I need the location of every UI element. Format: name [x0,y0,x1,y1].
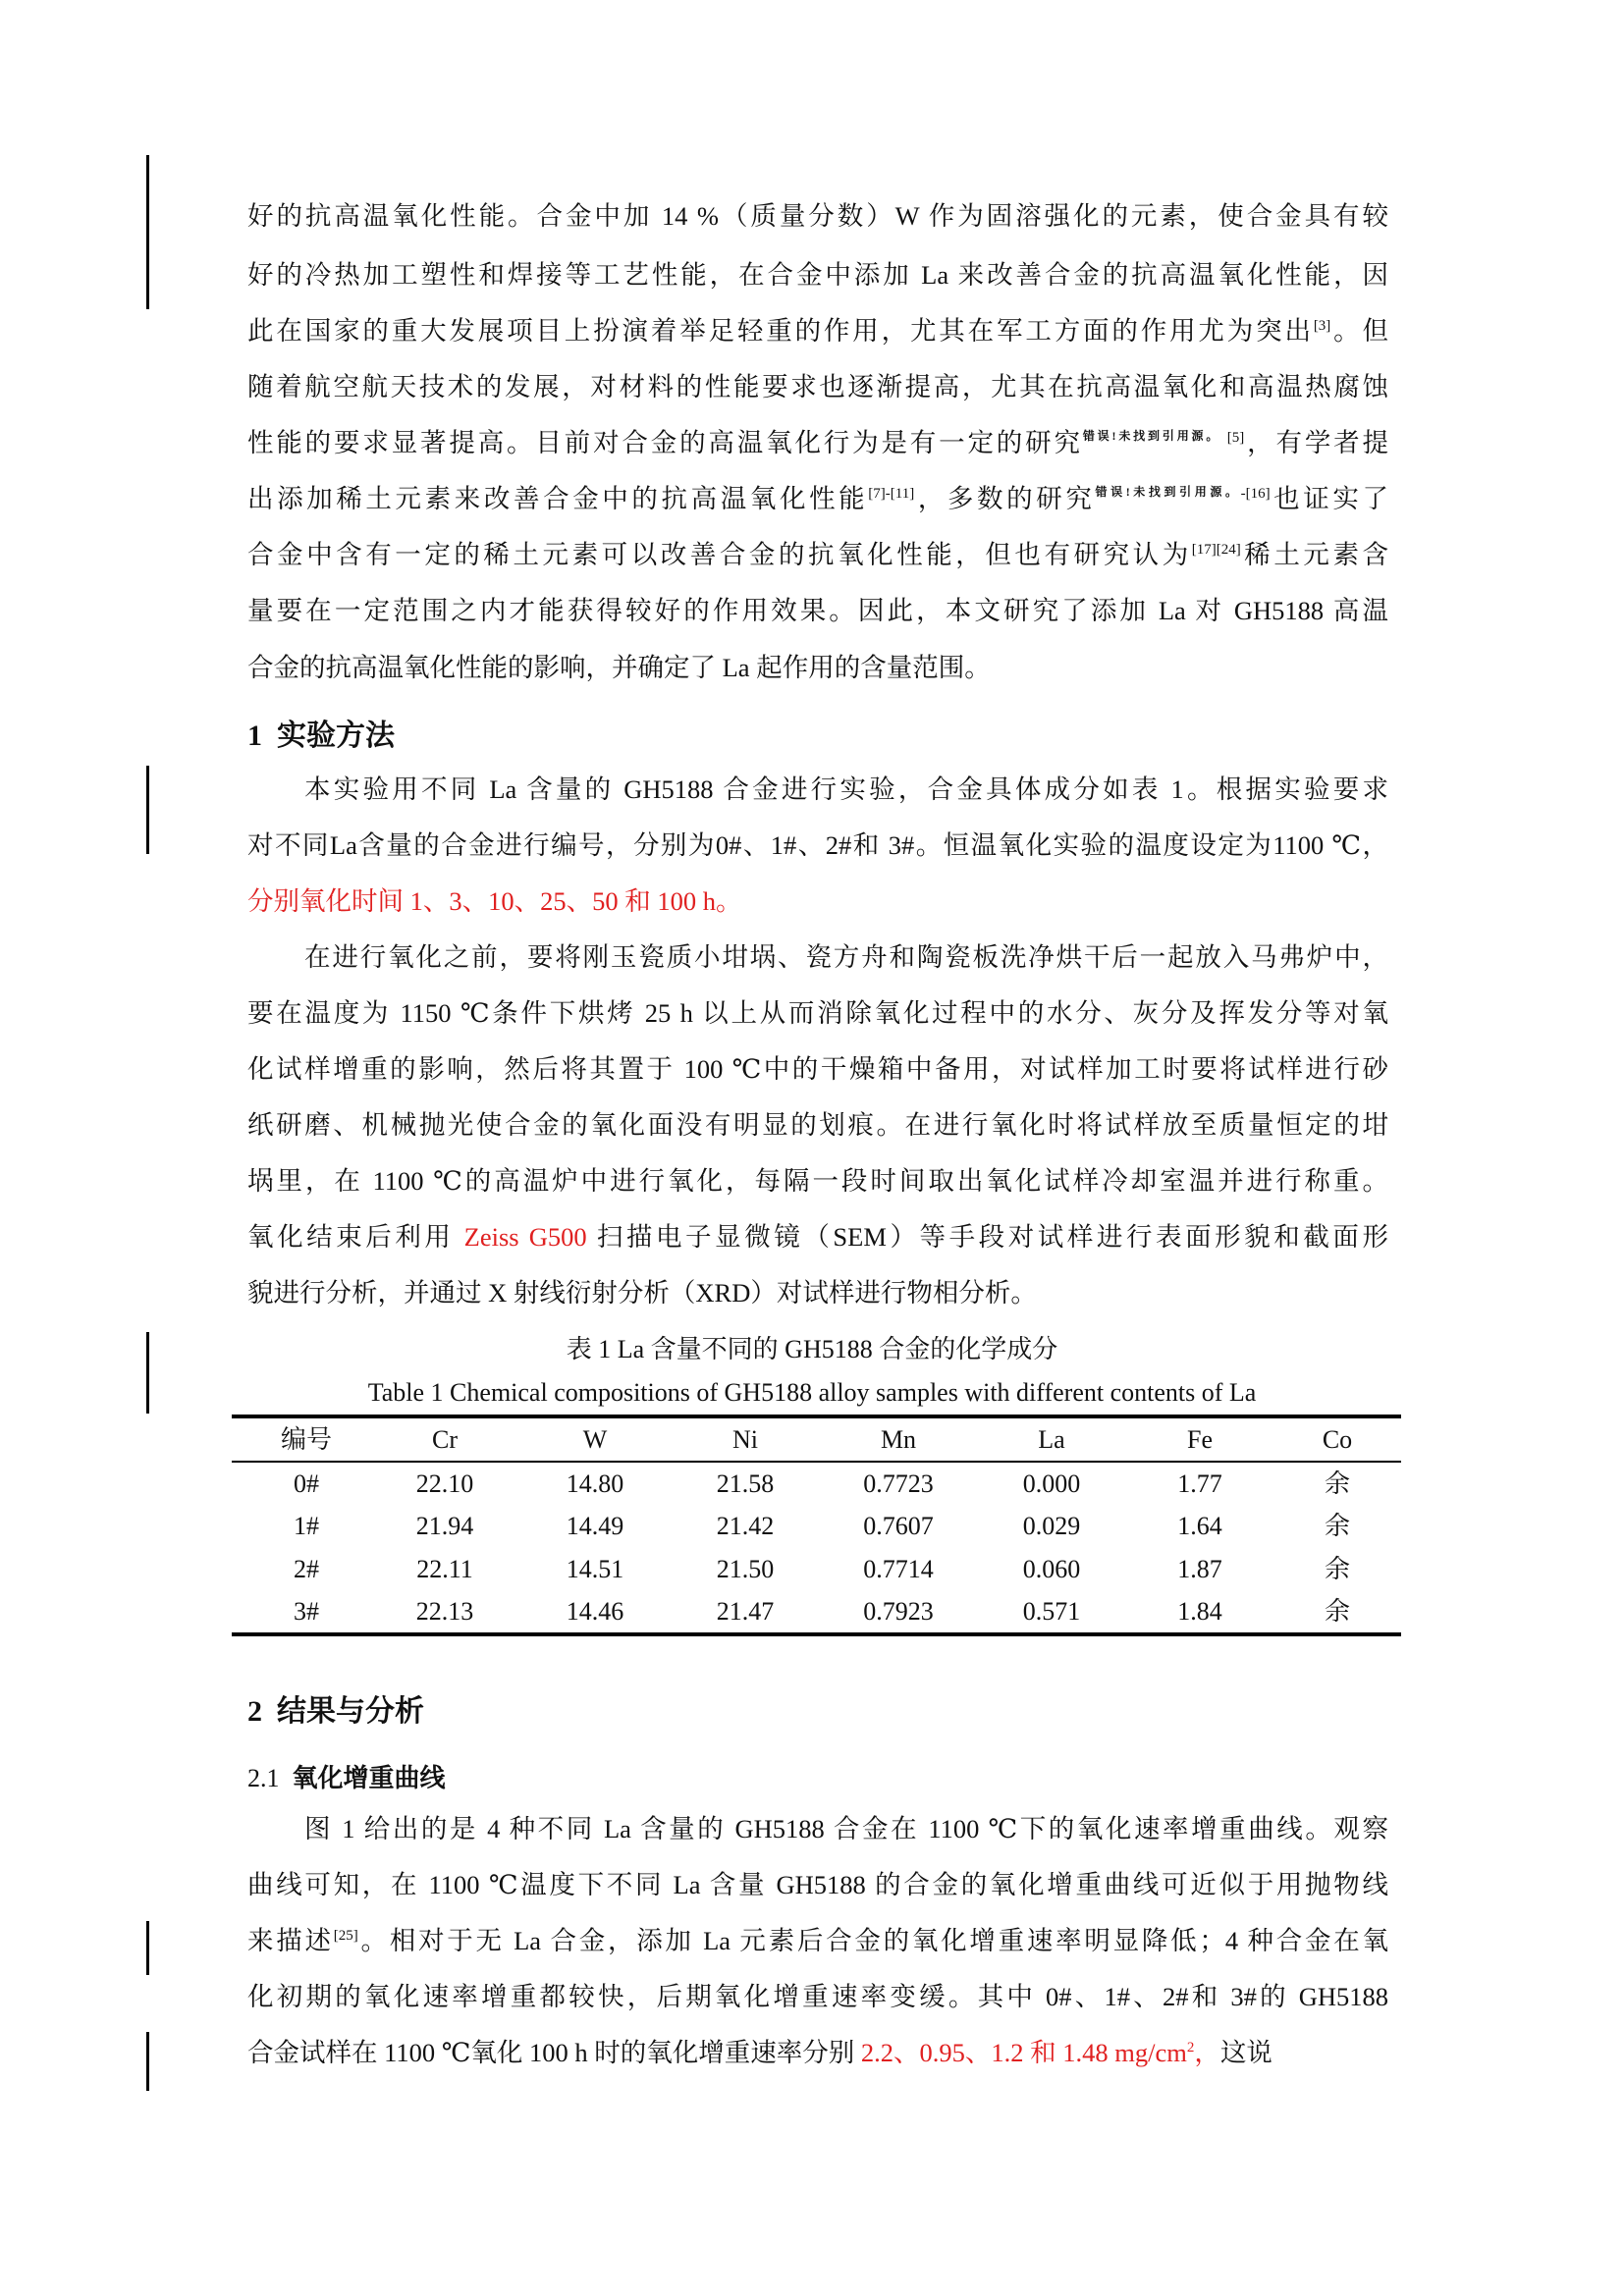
citation: [25] [333,1928,358,1944]
table-header-cell: La [1038,1425,1065,1454]
text-line [247,535,1388,574]
table-header-cell: Fe [1187,1425,1213,1454]
table-cell: 21.58 [716,1469,775,1498]
text-run: 化初期的氧化速率增重都较快，后期氧化增重速率变缓。其中 0#、1#、2#和 3#的 GH5188 [247,1982,1388,2011]
text-run: 在进行氧化之前，要将刚玉瓷质小坩埚、瓷方舟和陶瓷板洗净烘干后一起放入马弗炉中， [304,942,1388,972]
text-line [247,196,1388,236]
change-bar [146,2032,149,2091]
table-cell: 22.11 [416,1555,473,1583]
text-run: 。但 [1330,316,1389,346]
text-line [247,255,1388,294]
table-header-cell: Mn [880,1425,917,1454]
section-number: 2 [247,1695,262,1728]
table-cell: 0.571 [1022,1597,1081,1626]
table-cell: 3# [294,1597,319,1626]
change-bar [146,766,149,854]
table-cell: 14.49 [566,1512,624,1540]
text-run: 出添加稀土元素来改善合金中的抗高温氧化性能 [247,484,869,513]
table-cell: 1.77 [1177,1469,1222,1498]
table-cell: 0.060 [1022,1555,1081,1583]
table-cell: 21.94 [415,1512,474,1540]
text-line [247,367,1388,406]
text-line [247,1217,1388,1256]
citation: [17][24] [1191,542,1241,558]
table-cell: 22.10 [415,1469,474,1498]
change-bar [146,155,149,309]
table-header-cell: 编号 [280,1425,332,1454]
text-run: 量要在一定范围之内才能获得较好的作用效果。因此，本文研究了添加 La 对 GH5188 高温 [247,596,1388,625]
text-line [247,993,1388,1033]
highlighted-text: 分别氧化时间 1、3、10、25、50 和 100 h。 [247,886,742,916]
text-line [247,311,1388,350]
citation-error: 错误!未找到引用源。 [1082,429,1221,443]
text-run: 好的冷热加工塑性和焊接等工艺性能，在合金中添加 La 来改善合金的抗高温氧化性能，因 [247,260,1388,290]
text-run: 也证实了 [1270,484,1389,513]
text-run: 埚里，在 1100 ℃的高温炉中进行氧化，每隔一段时间取出氧化试样冷却室温并进行称重。 [247,1166,1388,1196]
citation-error: 错误!未找到引用源。 [1095,485,1241,499]
text-line [247,826,1388,865]
text-run: 图 1 给出的是 4 种不同 La 含量的 GH5188 合金在 1100 ℃下的氧化速率增重曲线。观察 [304,1814,1388,1843]
text-run: 本实验用不同 La 含量的 GH5188 合金进行实验，合金具体成分如表 1。根据实验要求 [304,774,1388,804]
text-run: ，多数的研究 [914,484,1096,513]
text-run: ，有学者提 [1244,428,1389,457]
section-title: 结果与分析 [277,1695,424,1728]
text-line [247,1865,1388,1904]
text-line [247,1977,1388,2016]
text-line [304,1809,1388,1848]
subsection-heading-2-1 [247,1759,446,1798]
text-run: 好的抗高温氧化性能。合金中加 14 %（质量分数）W 作为固溶强化的元素，使合金具有较 [247,201,1388,231]
text-line [247,591,1388,630]
text-run: 合金的抗高温氧化性能的影响，并确定了 La 起作用的含量范围。 [247,653,991,682]
table-cell: 14.80 [566,1469,624,1498]
text-run: 来描述 [247,1926,334,1955]
superscript: 2 [1186,2040,1195,2056]
table-cell: 14.51 [566,1555,624,1583]
section-heading-1 [247,717,395,756]
text-line [304,937,1388,977]
table-cell: 21.47 [716,1597,775,1626]
table-bottom-rule [232,1632,1401,1636]
table-cell: 21.50 [716,1555,775,1583]
section-title: 实验方法 [277,720,395,752]
text-run: 此在国家的重大发展项目上扮演着举足轻重的作用，尤其在军工方面的作用尤为突出 [247,316,1314,346]
table-cell: 余 [1324,1469,1350,1498]
table-caption-en: Table 1 Chemical compositions of GH5188 alloy samples with different contents of La [367,1378,1257,1407]
text-line [247,1921,1388,1960]
table-cell: 1.87 [1177,1555,1222,1583]
section-number: 1 [247,720,262,752]
table-cell: 1.64 [1177,1512,1222,1540]
table-header-rule [232,1461,1401,1463]
table-header-cell: Cr [432,1425,458,1454]
text-run: 随着航空航天技术的发展，对材料的性能要求也逐渐提高，尤其在抗高温氧化和高温热腐蚀 [247,372,1388,401]
table-cell: 0.7723 [863,1469,934,1498]
table-cell: 余 [1324,1512,1350,1540]
table-caption-cn: 表 1 La 含量不同的 GH5188 合金的化学成分 [566,1335,1058,1363]
table-cell: 21.42 [716,1512,775,1540]
text-run: 合金中含有一定的稀土元素可以改善合金的抗氧化性能，但也有研究认为 [247,540,1192,569]
text-line [247,423,1388,462]
table-cell: 0.7607 [863,1512,934,1540]
text-run: 对不同La含量的合金进行编号，分别为0#、1#、2#和 3#。恒温氧化实验的温度设定为1100 ℃， [247,830,1388,860]
highlighted-text: Zeiss G500 [463,1222,587,1252]
table-cell: 1.84 [1177,1597,1222,1626]
table-cell: 余 [1324,1597,1350,1626]
text-run: 曲线可知，在 1100 ℃温度下不同 La 含量 GH5188 的合金的氧化增重曲线可近似于用抛物线 [247,1870,1388,1899]
highlighted-text: 2.2、0.95、1.2 和 1.48 mg/cm [860,2038,1187,2067]
change-bar [146,1921,149,1975]
table-cell: 1# [294,1512,319,1540]
table-header-cell: W [582,1425,608,1454]
table-cell: 2# [294,1555,319,1583]
section-heading-2 [247,1692,424,1732]
citation: [3] [1313,318,1331,334]
text-run: 要在温度为 1150 ℃条件下烘烤 25 h 以上从而消除氧化过程中的水分、灰分及挥发分等对氧 [247,998,1388,1028]
table-cell: 0# [294,1469,319,1498]
section-number: 2.1 [247,1764,280,1792]
text-line [247,2033,1388,2072]
text-run: 化试样增重的影响，然后将其置于 100 ℃中的干燥箱中备用，对试样加工时要将试样进行砂 [247,1054,1388,1084]
table-top-rule [232,1415,1401,1418]
table-cell: 0.7923 [863,1597,934,1626]
citation: [5] [1220,430,1245,446]
text-run: 性能的要求显著提高。目前对合金的高温氧化行为是有一定的研究 [247,428,1083,457]
text-line [247,479,1388,518]
text-line [247,1161,1388,1201]
citation: -[16] [1240,486,1271,502]
table-cell: 0.7714 [863,1555,934,1583]
table-cell: 余 [1324,1555,1350,1583]
text-line [247,881,1388,921]
table-header-cell: Co [1322,1425,1353,1454]
section-title: 氧化增重曲线 [292,1764,446,1792]
text-line [247,648,1388,687]
table-cell: 14.46 [566,1597,624,1626]
text-run: 扫描电子显微镜（SEM）等手段对试样进行表面形貌和截面形 [586,1222,1388,1252]
text-run: 合金试样在 1100 ℃氧化 100 h 时的氧化增重速率分别 [247,2038,861,2067]
table-header-cell: Ni [732,1425,758,1454]
text-run: 貌进行分析，并通过 X 射线衍射分析（XRD）对试样进行物相分析。 [247,1278,1037,1308]
text-line [304,770,1388,809]
citation: [7]-[11] [868,486,915,502]
text-run: 纸研磨、机械抛光使合金的氧化面没有明显的划痕。在进行氧化时将试样放至质量恒定的坩 [247,1110,1388,1140]
text-run: 。相对于无 La 合金，添加 La 元素后合金的氧化增重速率明显降低；4 种合金在氧 [357,1926,1388,1955]
text-line [247,1273,1388,1312]
text-run: 这说 [1219,2038,1272,2067]
text-line [247,1049,1388,1089]
text-run: 氧化结束后利用 [247,1222,464,1252]
text-line [247,1105,1388,1145]
table-cell: 0.029 [1022,1512,1081,1540]
table-cell: 0.000 [1022,1469,1081,1498]
highlighted-text: ， [1194,2038,1220,2067]
text-run: 稀土元素含 [1240,540,1389,569]
table-cell: 22.13 [415,1597,474,1626]
